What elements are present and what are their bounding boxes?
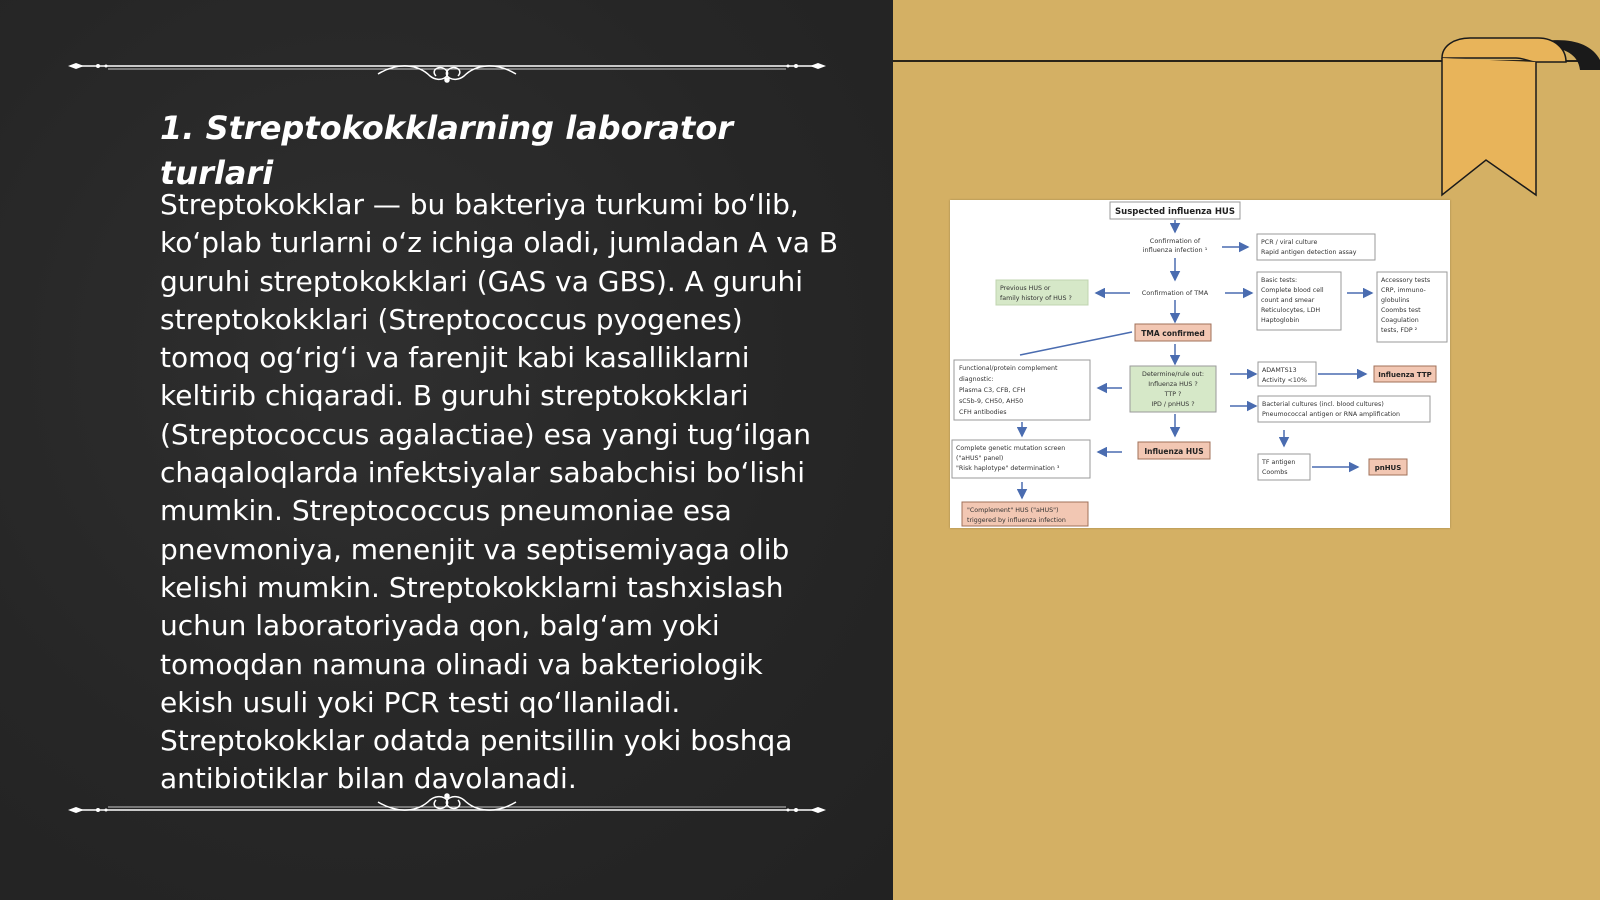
- svg-text:PCR / viral culture: PCR / viral culture: [1261, 239, 1318, 246]
- flow-node-previous-hus: [996, 280, 1088, 305]
- svg-text:CFH antibodies: CFH antibodies: [959, 409, 1007, 416]
- flow-node-basic-tests: [1257, 272, 1341, 330]
- svg-text:Complete blood cell: Complete blood cell: [1261, 287, 1324, 294]
- svg-text:"Complement" HUS ("aHUS"): "Complement" HUS ("aHUS"): [967, 507, 1059, 514]
- svg-text:Suspected influenza HUS: Suspected influenza HUS: [1115, 207, 1235, 217]
- svg-text:pnHUS: pnHUS: [1374, 464, 1402, 472]
- svg-text:Reticulocytes, LDH: Reticulocytes, LDH: [1261, 307, 1321, 314]
- svg-text:Previous HUS or: Previous HUS or: [1000, 285, 1051, 292]
- svg-text:Coombs test: Coombs test: [1381, 307, 1421, 314]
- svg-text:tests, FDP ²: tests, FDP ²: [1381, 327, 1418, 334]
- svg-text:Influenza HUS ?: Influenza HUS ?: [1148, 381, 1198, 388]
- svg-text:Bacterial cultures (incl. bloo: Bacterial cultures (incl. blood cultures): [1262, 401, 1384, 408]
- bookmark-ribbon-icon: [1430, 30, 1600, 205]
- flow-node-confirm-influenza: [1143, 237, 1208, 254]
- svg-text:"Risk haplotype" determination: "Risk haplotype" determination ³: [956, 465, 1060, 472]
- top-ornament-divider: [68, 46, 826, 86]
- flow-node-suspected: [1110, 202, 1240, 219]
- flow-node-pcr: [1257, 234, 1375, 260]
- flow-node-influenza-hus: [1138, 442, 1210, 459]
- flow-node-adamts13: [1258, 362, 1316, 386]
- svg-text:Coagulation: Coagulation: [1381, 317, 1419, 324]
- flow-node-functional-complement: [954, 360, 1090, 420]
- flow-node-complement-hus: [962, 502, 1088, 526]
- svg-text:Haptoglobin: Haptoglobin: [1261, 317, 1300, 324]
- svg-text:Rapid antigen detection assay: Rapid antigen detection assay: [1261, 249, 1357, 256]
- svg-text:Influenza TTP: Influenza TTP: [1378, 371, 1432, 379]
- flow-node-tf-antigen: [1258, 454, 1310, 480]
- flow-node-pnhus: [1369, 459, 1407, 475]
- svg-text:influenza infection ¹: influenza infection ¹: [1142, 246, 1208, 254]
- svg-text:TTP ?: TTP ?: [1164, 391, 1182, 398]
- svg-text:ADAMTS13: ADAMTS13: [1262, 367, 1297, 374]
- flow-node-influenza-ttp: [1374, 366, 1436, 382]
- flow-node-bacterial-cultures: [1258, 396, 1430, 422]
- svg-text:Plasma C3, CFB, CFH: Plasma C3, CFB, CFH: [959, 387, 1026, 394]
- svg-text:family history of HUS ?: family history of HUS ?: [1000, 295, 1072, 302]
- influenza-hus-flowchart: [950, 200, 1450, 528]
- slide-title: 1. Streptokokklarning laborator turlari: [160, 109, 734, 192]
- svg-text:Confirmation of TMA: Confirmation of TMA: [1141, 289, 1209, 297]
- svg-text:Determine/rule out:: Determine/rule out:: [1141, 371, 1205, 378]
- svg-text:Complete genetic mutation scre: Complete genetic mutation screen: [956, 445, 1066, 452]
- flow-node-accessory-tests: [1377, 272, 1447, 342]
- svg-text:Influenza HUS: Influenza HUS: [1144, 447, 1204, 456]
- svg-text:TMA confirmed: TMA confirmed: [1141, 329, 1205, 338]
- slide-body-text: Streptokokklar — bu bakteriya turkumi bo‘lib, ko‘plab turlarni o‘z ichiga oladi, jumladan A va B guruhi streptokokklari (GAS va GBS). A guruhi streptokokklari (Streptococcus pyogenes) tomoq og‘rig‘i va farenjit kabi kasalliklarni keltirib chiqaradi. B guruhi streptokokklari (Streptococcus agalactiae) esa yangi tug‘ilgan chaqaloqlarda infektsiyalar sababchisi bo‘lishi mumkin. Streptococcus pneumoniae esa pnevmoniya, menenjit va septisemiyaga olib kelishi mumkin. Streptokokklarni tashxislash uchun laboratoriyada qon, balg‘am yoki tomoqdan namuna olinadi va bakteriologik ekish usuli yoki PCR testi qo‘llaniladi. Streptokokklar odatda penitsillin yoki boshqa antibiotiklar bilan davolanadi.: [160, 188, 839, 796]
- svg-text:Basic tests:: Basic tests:: [1261, 277, 1298, 284]
- svg-text:Coombs: Coombs: [1262, 469, 1288, 476]
- flow-node-confirm-tma: [1142, 289, 1209, 297]
- flow-node-determine: [1130, 366, 1216, 412]
- svg-text:count and smear: count and smear: [1261, 297, 1315, 304]
- svg-text:Activity <10%: Activity <10%: [1262, 377, 1307, 384]
- svg-text:("aHUS" panel): ("aHUS" panel): [956, 455, 1004, 462]
- svg-text:Confirmation of: Confirmation of: [1149, 237, 1201, 245]
- svg-text:CRP, immuno-: CRP, immuno-: [1381, 287, 1426, 294]
- svg-text:globulins: globulins: [1381, 297, 1410, 304]
- svg-text:sC5b-9, CH50, AH50: sC5b-9, CH50, AH50: [959, 398, 1024, 405]
- svg-text:Functional/protein complement: Functional/protein complement: [959, 365, 1058, 372]
- svg-text:diagnostic:: diagnostic:: [959, 376, 994, 383]
- flow-node-tma-confirmed: [1135, 324, 1211, 341]
- svg-text:triggered by influenza infecti: triggered by influenza infection: [967, 517, 1066, 524]
- svg-text:IPD / pnHUS ?: IPD / pnHUS ?: [1151, 401, 1195, 408]
- svg-text:Pneumococcal antigen or RNA am: Pneumococcal antigen or RNA amplification: [1262, 411, 1400, 418]
- svg-text:TF antigen: TF antigen: [1262, 459, 1296, 466]
- flow-node-genetic-screen: [952, 440, 1090, 478]
- svg-text:Accessory tests: Accessory tests: [1381, 277, 1431, 284]
